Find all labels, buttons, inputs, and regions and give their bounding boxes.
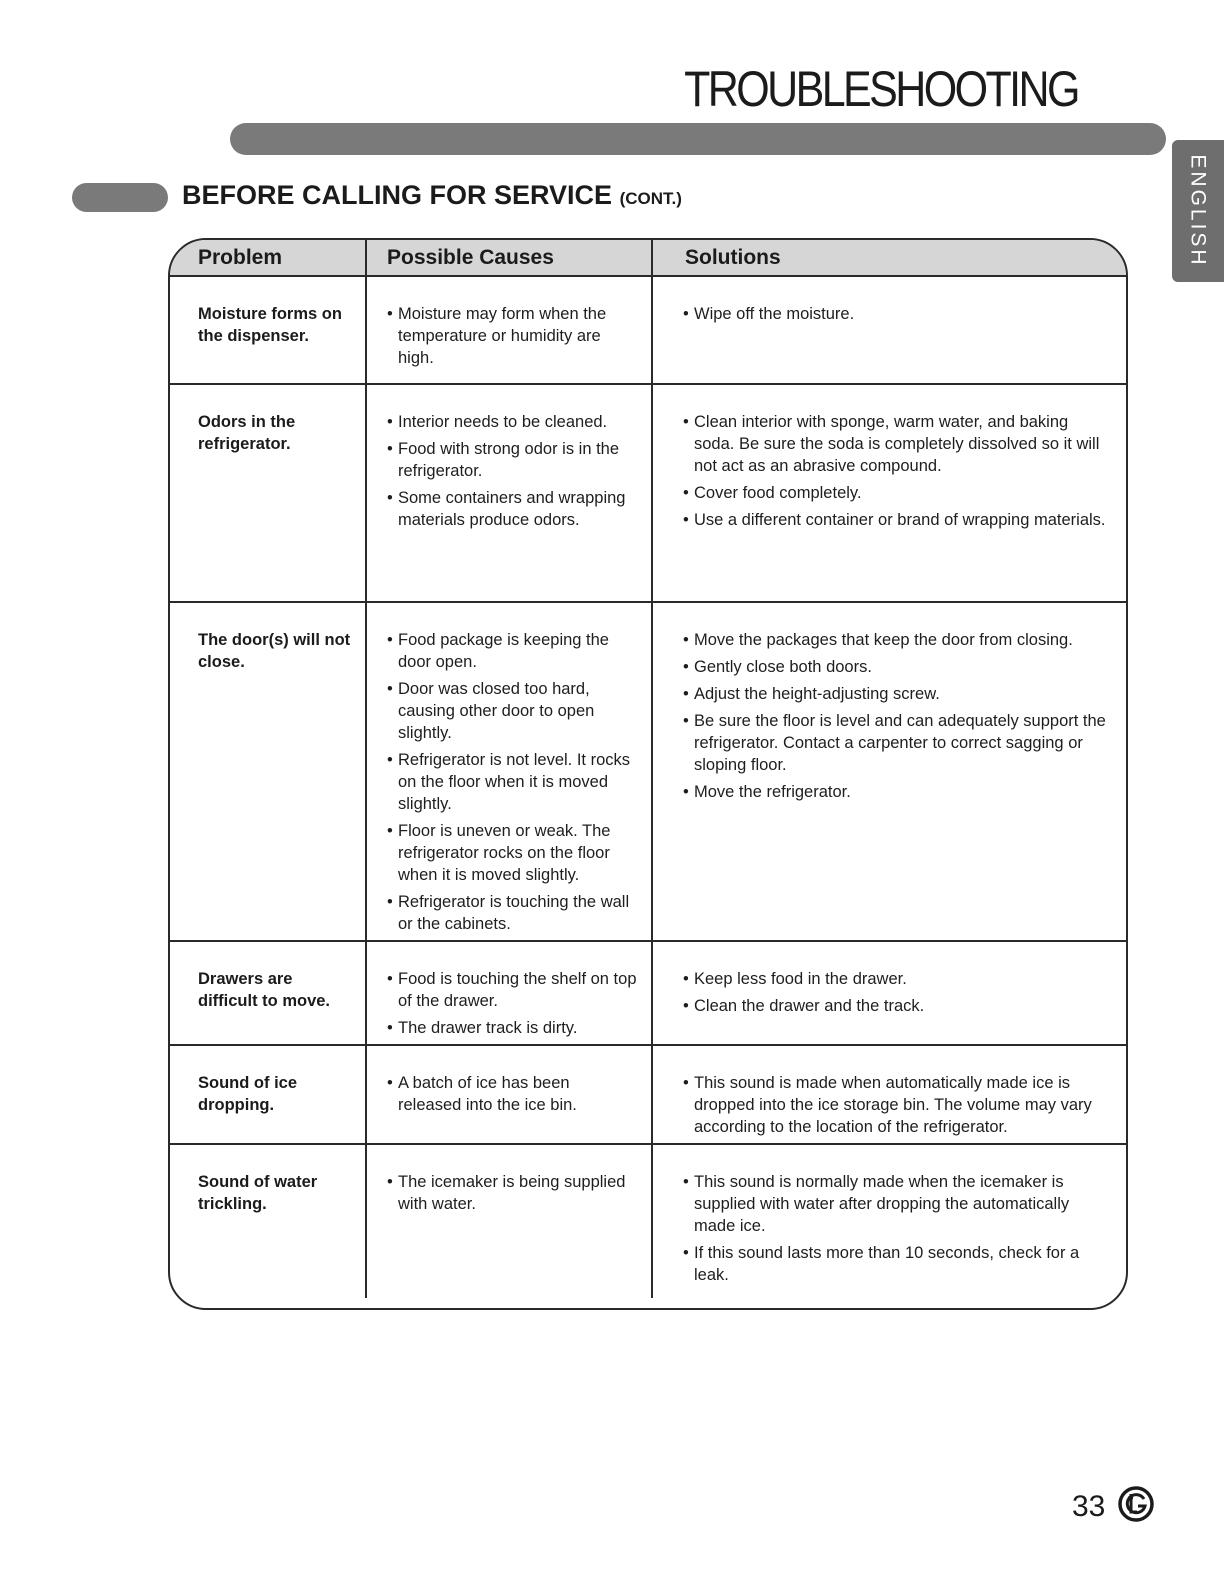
solution-item: • Adjust the height-adjusting screw. (683, 683, 1106, 705)
table-header-row (170, 240, 1126, 276)
table-row (170, 941, 1126, 1045)
solution-item: • Clean the drawer and the track. (683, 995, 1106, 1017)
solutions-cell (652, 276, 1126, 384)
page-number: 33 (1072, 1490, 1106, 1523)
cause-item: • Floor is uneven or weak. The refrigerator rocks on the floor when it is moved slightly. (387, 820, 637, 886)
table-row (170, 1144, 1126, 1298)
cause-item: • The icemaker is being supplied with water. (387, 1171, 637, 1215)
solution-item: • Move the refrigerator. (683, 781, 1106, 803)
cause-item: • Refrigerator is touching the wall or the cabinets. (387, 891, 637, 935)
cause-item: • A batch of ice has been released into the ice bin. (387, 1072, 637, 1116)
solution-item: • Cover food completely. (683, 482, 1106, 504)
language-tab (1172, 140, 1224, 282)
cause-item: • Food package is keeping the door open. (387, 629, 637, 673)
solution-item: • This sound is made when automatically made ice is dropped into the ice storage bin. The volume may vary according to the location of the refrigerator. (683, 1072, 1106, 1138)
causes-cell (366, 602, 652, 941)
solutions-cell (652, 1045, 1126, 1144)
header-bar (230, 123, 1166, 155)
causes-cell (366, 1144, 652, 1298)
solution-item: • Be sure the floor is level and can adequately support the refrigerator. Contact a carpenter to correct sagging or sloping floor. (683, 710, 1106, 776)
cause-item: • The drawer track is dirty. (387, 1017, 637, 1039)
cause-item: • Food with strong odor is in the refrigerator. (387, 438, 637, 482)
problem-cell: Drawers are difficult to move. (170, 941, 366, 1045)
section-title-suffix: (CONT.) (619, 189, 682, 208)
troubleshooting-table (168, 238, 1128, 1310)
solutions-cell (652, 941, 1126, 1045)
table-row (170, 602, 1126, 941)
cause-item: • Interior needs to be cleaned. (387, 411, 637, 433)
cause-item: • Food is touching the shelf on top of the drawer. (387, 968, 637, 1012)
language-tab-label: ENGLISH (1187, 154, 1211, 268)
solutions-cell (652, 1144, 1126, 1298)
section-title (182, 180, 682, 211)
problem-cell: Odors in the refrigerator. (170, 384, 366, 602)
solution-item: • Clean interior with sponge, warm water, and baking soda. Be sure the soda is completely dissolved so it will not act as an abrasive compound. (683, 411, 1106, 477)
column-header-problem: Problem (170, 240, 366, 276)
section-pill (72, 183, 168, 212)
solution-item: • Keep less food in the drawer. (683, 968, 1106, 990)
causes-cell (366, 1045, 652, 1144)
solutions-cell (652, 602, 1126, 941)
column-header-causes: Possible Causes (366, 240, 652, 276)
problem-cell: Moisture forms on the dispenser. (198, 305, 342, 345)
solution-item: • This sound is normally made when the icemaker is supplied with water after dropping the automatically made ice. (683, 1171, 1106, 1237)
problem-cell: The door(s) will not close. (170, 602, 366, 941)
section-title-main: BEFORE CALLING FOR SERVICE (182, 180, 613, 210)
cause-item: • Moisture may form when the temperature or humidity are high. (387, 303, 637, 369)
table-row (170, 1045, 1126, 1144)
causes-cell (366, 384, 652, 602)
column-header-solutions: Solutions (652, 240, 1126, 276)
solution-item: • Use a different container or brand of wrapping materials. (683, 509, 1106, 531)
solutions-cell (652, 384, 1126, 602)
problem-cell: Sound of ice dropping. (170, 1045, 366, 1144)
cause-item: • Refrigerator is not level. It rocks on the floor when it is moved slightly. (387, 749, 637, 815)
causes-cell (366, 941, 652, 1045)
page-title: TROUBLESHOOTING (684, 61, 1078, 117)
solution-item: • Wipe off the moisture. (683, 303, 1106, 325)
table-row (170, 276, 1126, 384)
table-row (170, 384, 1126, 602)
cause-item: • Door was closed too hard, causing other door to open slightly. (387, 678, 637, 744)
solution-item: • If this sound lasts more than 10 seconds, check for a leak. (683, 1242, 1106, 1286)
cause-item: • Some containers and wrapping materials produce odors. (387, 487, 637, 531)
solution-item: • Move the packages that keep the door from closing. (683, 629, 1106, 651)
causes-cell (366, 276, 652, 384)
problem-cell: Sound of water trickling. (170, 1144, 366, 1298)
lg-logo-icon (1118, 1486, 1154, 1522)
solution-item: • Gently close both doors. (683, 656, 1106, 678)
